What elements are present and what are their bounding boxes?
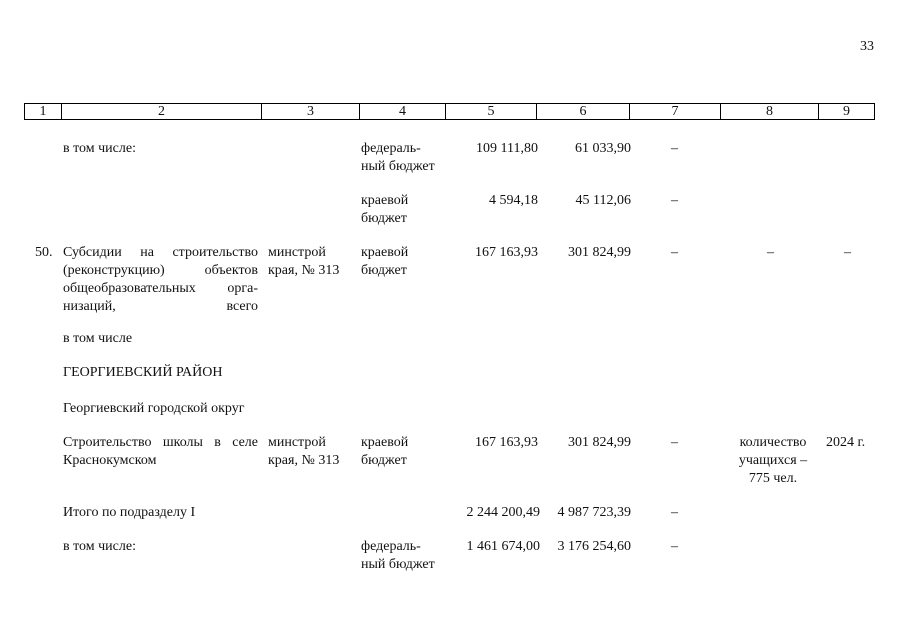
row7-amount-col5: 167 163,93 (475, 435, 538, 450)
row4-description: в том числе (63, 331, 133, 346)
column-number-3: 3 (262, 104, 360, 120)
row3-amount-col6: 301 824,99 (568, 245, 631, 260)
row2-amount-col6: 45 112,06 (575, 193, 631, 208)
row7-indicator: количество учащихся – 775 чел. (738, 435, 808, 486)
row8-col7-dash: – (671, 505, 678, 520)
column-number-9: 9 (819, 104, 875, 120)
page-number: 33 (860, 39, 874, 54)
row3-description: Субсидии на строительство (реконструкцию) объектов общеобразовательных орга-низаций, всего (63, 245, 258, 314)
row1-amount-col5: 109 111,80 (476, 141, 538, 156)
row3-responsible: минстрой края, № 313 (268, 245, 340, 278)
row1-col7-dash: – (671, 141, 678, 156)
row2-col7-dash: – (671, 193, 678, 208)
row3-col7-dash: – (671, 245, 678, 260)
row7-col7-dash: – (671, 435, 678, 450)
row9-col7-dash: – (671, 539, 678, 554)
column-number-8: 8 (721, 104, 819, 120)
row3-item-number: 50. (35, 245, 53, 260)
row1-amount-col6: 61 033,90 (575, 141, 631, 156)
row3-budget-source: краевой бюджет (361, 245, 409, 278)
row7-budget-source: краевой бюджет (361, 435, 409, 468)
column-number-6: 6 (537, 104, 630, 120)
row3-col9-dash: – (844, 245, 851, 260)
column-number-2: 2 (62, 104, 262, 120)
row9-amount-col5: 1 461 674,00 (466, 539, 540, 554)
column-number-header (24, 103, 875, 120)
row2-amount-col5: 4 594,18 (489, 193, 538, 208)
row6-municipality: Георгиевский городской округ (63, 401, 245, 416)
row5-district-heading: ГЕОРГИЕВСКИЙ РАЙОН (63, 365, 223, 380)
row2-budget-source: краевой бюджет (361, 193, 409, 226)
row1-budget-source: федераль-ный бюджет (361, 141, 435, 174)
row1-description: в том числе: (63, 141, 136, 156)
row8-amount-col5: 2 244 200,49 (466, 505, 540, 520)
row7-description: Строительство школы в селе Краснокумском (63, 435, 258, 468)
column-number-5: 5 (446, 104, 537, 120)
row3-col8-dash: – (767, 245, 774, 260)
row9-amount-col6: 3 176 254,60 (557, 539, 631, 554)
row9-description: в том числе: (63, 539, 136, 554)
column-number-7: 7 (630, 104, 721, 120)
row7-year: 2024 г. (826, 435, 866, 450)
row7-responsible: минстрой края, № 313 (268, 435, 340, 468)
row3-amount-col5: 167 163,93 (475, 245, 538, 260)
column-number-4: 4 (360, 104, 446, 120)
row9-budget-source: федераль-ный бюджет (361, 539, 435, 572)
row8-subtotal-label: Итого по подразделу I (63, 505, 196, 520)
row8-amount-col6: 4 987 723,39 (557, 505, 631, 520)
column-number-1: 1 (25, 104, 62, 120)
row7-amount-col6: 301 824,99 (568, 435, 631, 450)
